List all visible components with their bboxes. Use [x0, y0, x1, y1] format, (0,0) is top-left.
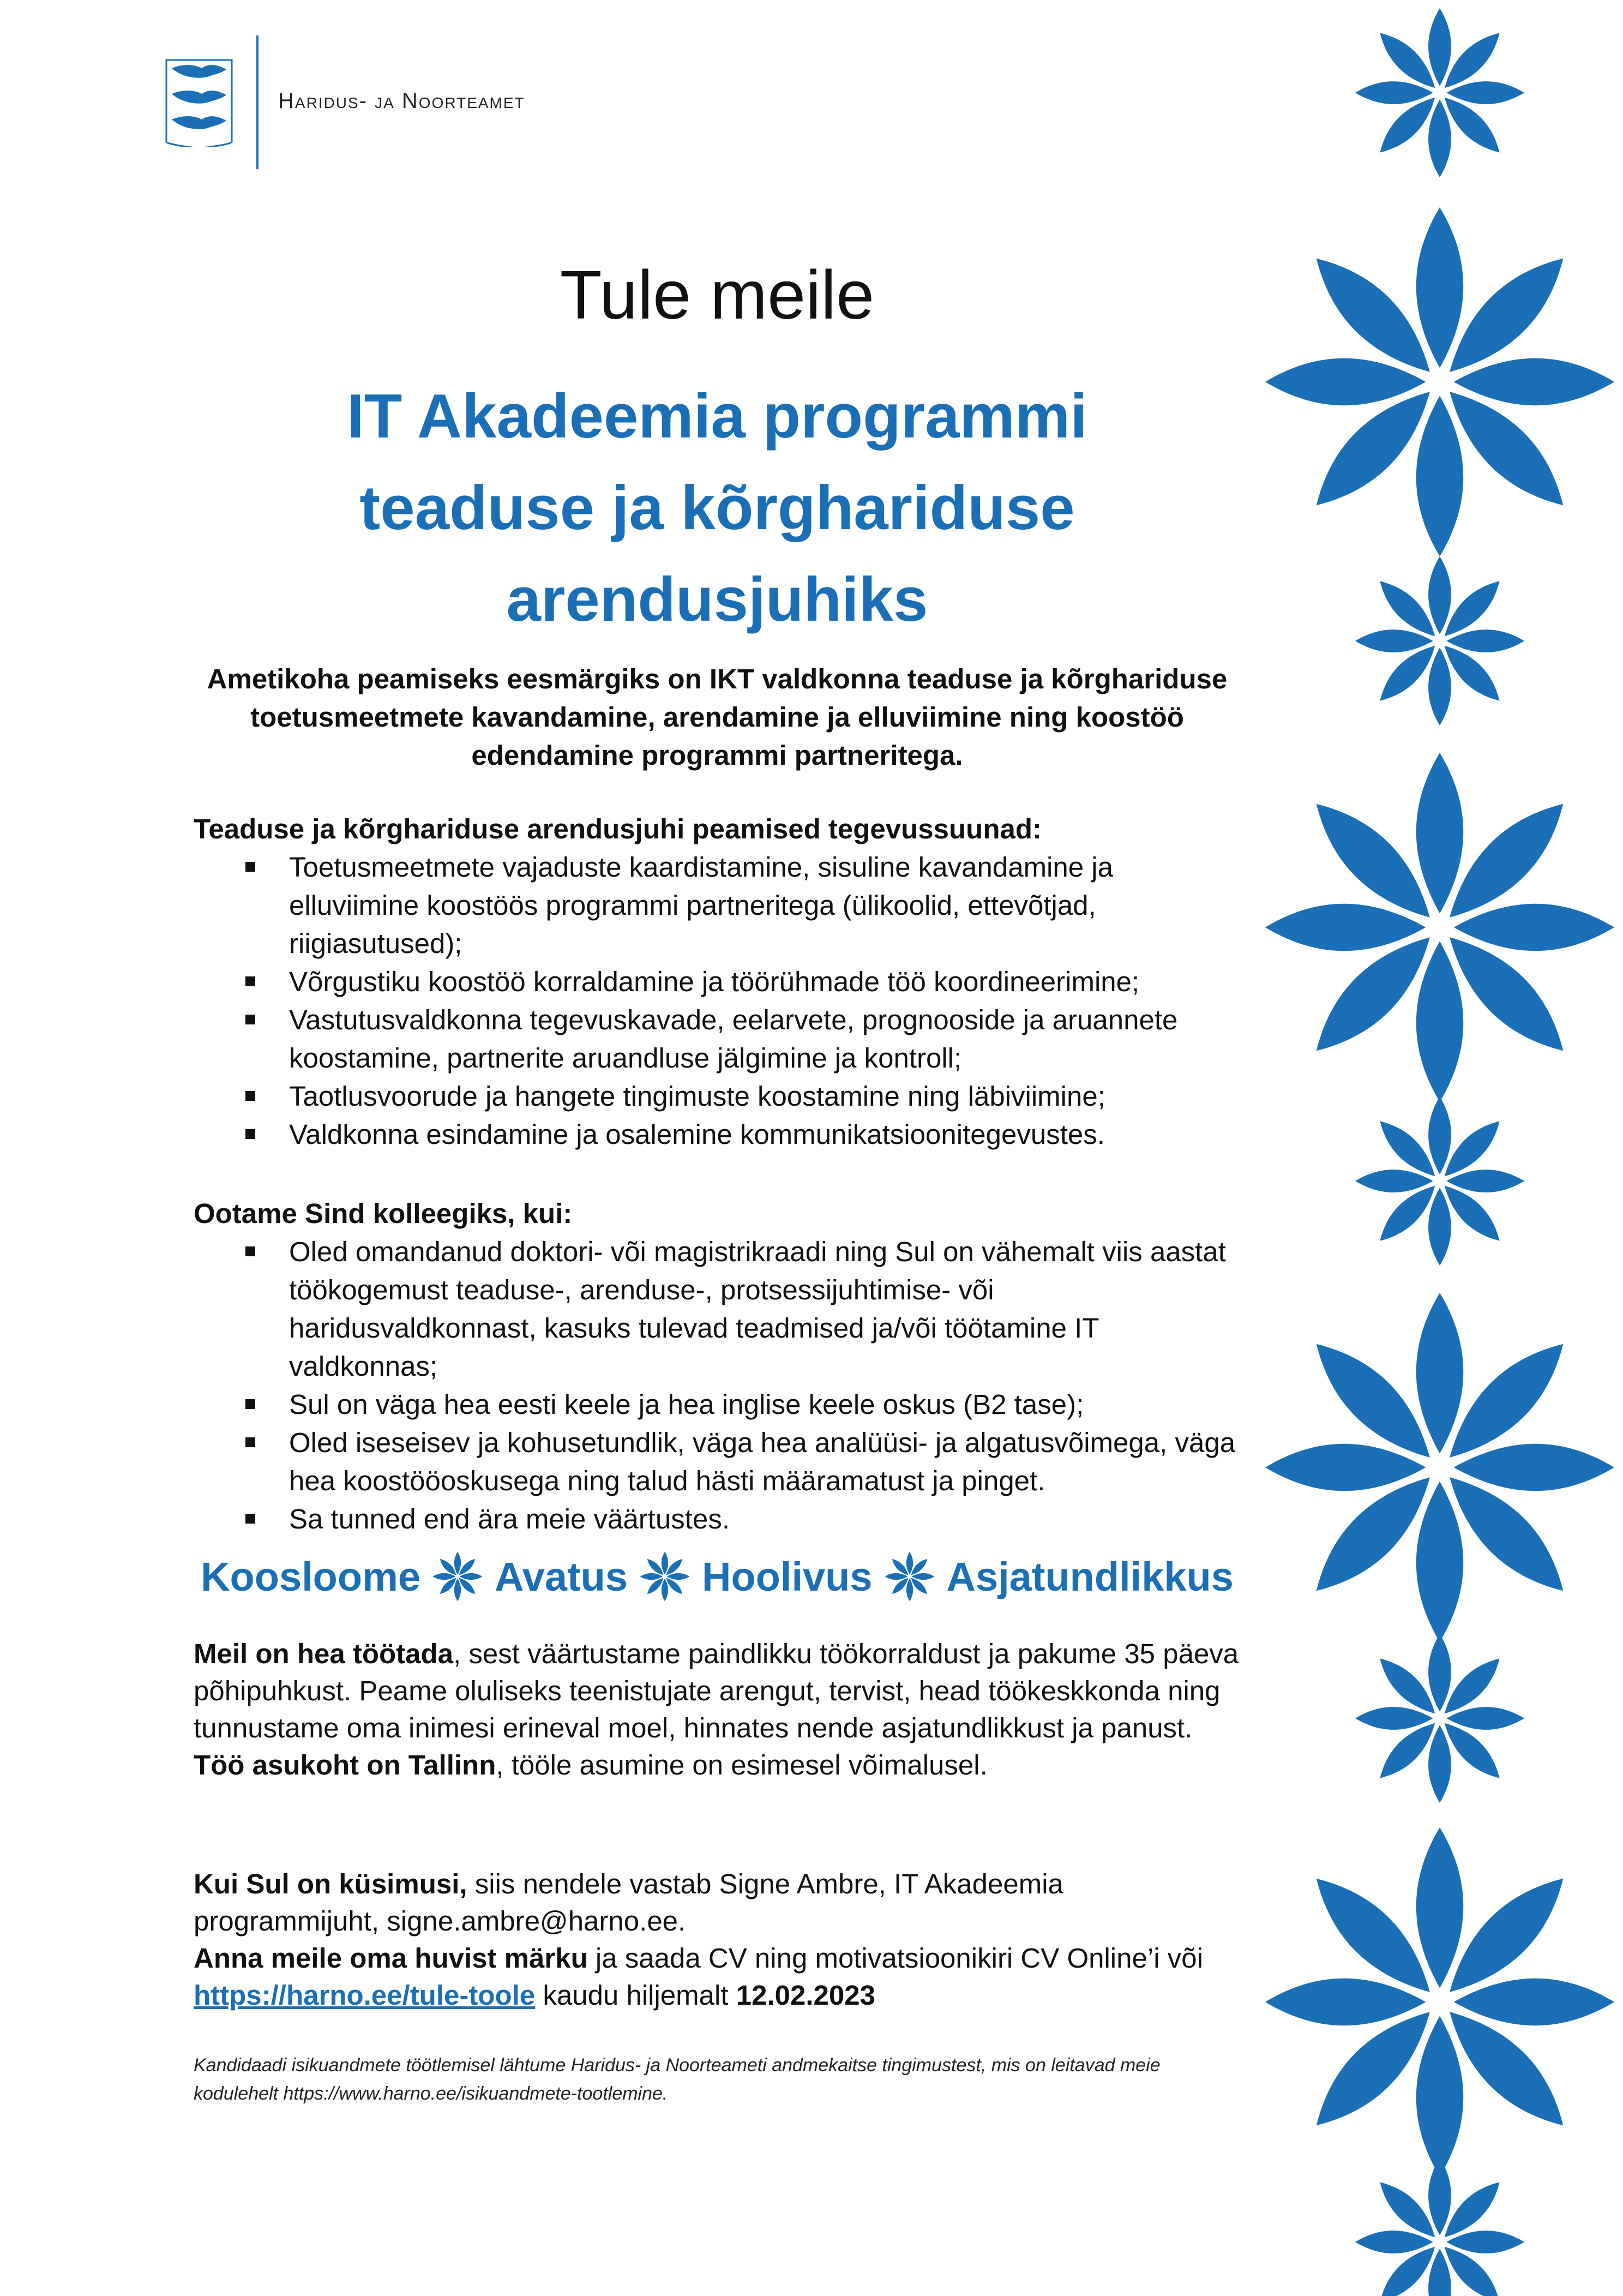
apply-after: kaudu hiljemalt: [535, 1980, 736, 2011]
location-lead: Töö asukoht on Tallinn: [194, 1749, 496, 1781]
apply-lead: Anna meile oma huvist märku: [194, 1943, 588, 1974]
job-title-line: teaduse ja kõrghariduse: [359, 473, 1075, 543]
privacy-footnote: Kandidaadi isikuandmete töötlemisel lähtume Haridus- ja Noorteameti andmekaitse tingimustest, mis on leitavad meie kodulehelt https://www.harno.ee/isikuandmete-tootlemine.: [194, 2055, 1161, 2104]
snowflake-icon: [1265, 207, 1614, 556]
bullet-icon: [245, 862, 255, 872]
snowflake-icon: [1265, 753, 1614, 1102]
snowflake-icon: [1265, 1827, 1614, 2177]
job-title-line: arendusjuhiks: [506, 565, 928, 634]
snowflake-icon: [1355, 556, 1524, 726]
bullet-icon: [245, 1129, 255, 1139]
apply-text: ja saada CV ning motivatsioonikiri CV Online’i või: [587, 1943, 1203, 1974]
contact-lead: Kui Sul on küsimusi,: [194, 1868, 467, 1899]
intro-line: edendamine programmi partneritega.: [471, 740, 963, 771]
bullet-icon: [245, 1514, 255, 1524]
snowflake-icon: [1355, 1634, 1524, 1803]
job-title-line: IT Akadeemia programmi: [347, 382, 1087, 451]
values-row: [194, 1549, 1241, 1604]
list-item: Toetusmeetmete vajaduste kaardistamine, sisuline kavandamine ja elluviimine koostöös programmi partneritega (ülikoolid, ettevõtjad, riigiasutused);: [194, 848, 1241, 963]
apply-link[interactable]: https://harno.ee/tule-toole: [194, 1980, 536, 2011]
location-text: , tööle asumine on esimesel võimalusel.: [496, 1749, 988, 1781]
intro-text: [194, 660, 1241, 775]
duties-section: [194, 810, 1241, 1154]
snowflake-icon: [638, 1549, 692, 1604]
snowflake-icon: [1355, 2157, 1524, 2296]
snowflake-icon: [430, 1549, 485, 1604]
bullet-icon: [245, 1091, 255, 1101]
tagline: Tule meile: [560, 256, 875, 333]
intro-line: toetusmeetmete kavandamine, arendamine ja elluviimine ning koostöö: [250, 702, 1184, 733]
intro-line: Ametikoha peamiseks eesmärgiks on IKT valdkonna teaduse ja kõrghariduse: [207, 663, 1228, 694]
benefits-lead: Meil on hea töötada: [194, 1638, 454, 1669]
job-title: [194, 371, 1241, 646]
value-label: Hoolivus: [702, 1554, 873, 1599]
requirements-section: [194, 1195, 1241, 1538]
list-item: Sa tunned end ära meie väärtustes.: [194, 1500, 1241, 1538]
bullet-icon: [245, 1246, 255, 1256]
contact-text: siis nendele vastab Signe Ambre, IT Akadeemia programmijuht, signe.ambre@harno.ee.: [194, 1868, 1063, 1937]
snowflake-icon: [882, 1549, 937, 1604]
list-item: Oled iseseisev ja kohusetundlik, väga hea analüüsi- ja algatusvõimega, väga hea koostööoskusega ning talud hästi määramatust ja pinget.: [194, 1424, 1241, 1500]
bullet-icon: [245, 1437, 255, 1447]
benefits-paragraph: [194, 1635, 1241, 1784]
logo-divider: [256, 35, 259, 169]
list-item: Taotlusvoorude ja hangete tingimuste koostamine ning läbiviimine;: [194, 1077, 1241, 1116]
contact-paragraph: [194, 1866, 1241, 2014]
value-label: Avatus: [495, 1554, 628, 1599]
deadline: 12.02.2023: [736, 1980, 875, 2011]
snowflake-icon: [1265, 1293, 1614, 1642]
estonian-coat-of-arms-icon: [164, 55, 235, 147]
snowflake-icon: [1355, 1096, 1524, 1266]
list-item: Vastutusvaldkonna tegevuskavade, eelarvete, prognooside ja aruannete koostamine, partnerite aruandluse jälgimine ja kontroll;: [194, 1001, 1241, 1077]
list-item: Oled omandanud doktori- või magistrikraadi ning Sul on vähemalt viis aastat töökogemust teaduse-, arenduse-, protsessijuhtimise- või haridusvaldkonnast, kasuks tulevad teadmised ja/või töötamine IT valdkonnas;: [194, 1233, 1241, 1386]
list-item: Valdkonna esindamine ja osalemine kommunikatsioonitegevustes.: [194, 1116, 1241, 1154]
list-item: Sul on väga hea eesti keele ja hea inglise keele oskus (B2 tase);: [194, 1386, 1241, 1424]
bullet-icon: [245, 1015, 255, 1024]
bullet-icon: [245, 976, 255, 986]
snowflake-icon: [1355, 8, 1524, 177]
benefits-text: , sest väärtustame paindlikku töökorraldust ja pakume 35 päeva põhipuhkust. Peame oluliseks teenistujate arengut, tervist, head töökeskkonda ning tunnustame oma inimesi erineval moel, hinnates nende asjatundlikkust ja panust.: [194, 1638, 1239, 1743]
bullet-icon: [245, 1399, 255, 1409]
list-item: Võrgustiku koostöö korraldamine ja töörühmade töö koordineerimine;: [194, 963, 1241, 1001]
value-label: Asjatundlikkus: [946, 1554, 1234, 1599]
duties-heading: Teaduse ja kõrghariduse arendusjuhi peamised tegevussuunad:: [194, 813, 1042, 844]
requirements-heading: Ootame Sind kolleegiks, kui:: [194, 1198, 573, 1229]
org-name: Haridus- ja Noorteamet: [278, 89, 525, 113]
value-label: Koosloome: [201, 1554, 421, 1599]
